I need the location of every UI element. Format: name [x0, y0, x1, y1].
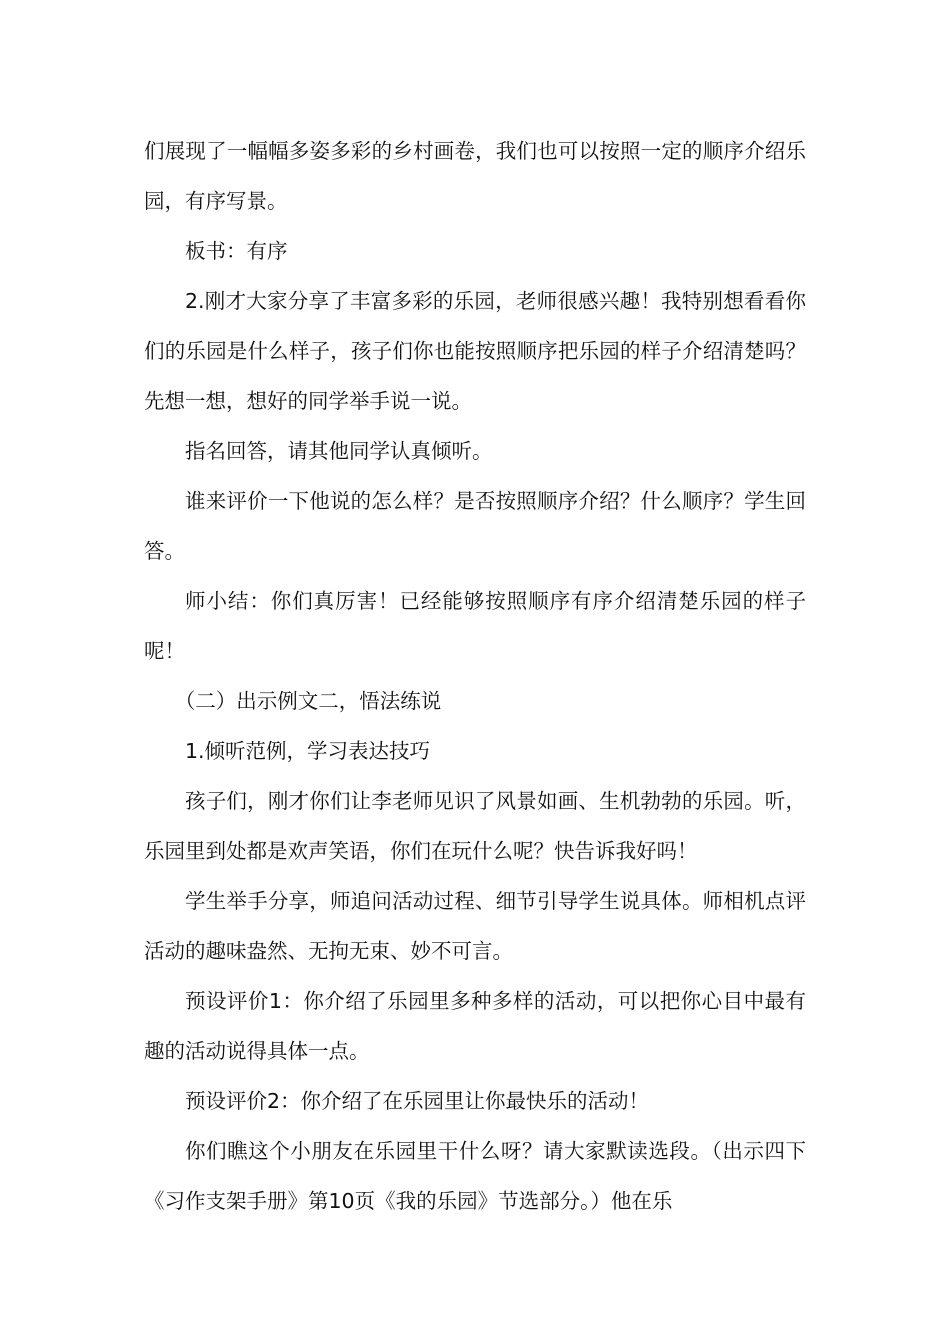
paragraph-intro: 孩子们，刚才你们让李老师见识了风景如画、生机勃勃的乐园。听，乐园里到处都是欢声笑语，你们在玩什么呢？快告诉我好吗！: [144, 789, 806, 863]
paragraph-share: 学生举手分享，师追问活动过程、细节引导学生说具体。师相机点评活动的趣味盎然、无拘无束、妙不可言。: [144, 889, 806, 963]
paragraph-answer: 指名回答，请其他同学认真倾听。: [185, 439, 493, 463]
paragraph-blackboard-note: 板书：有序: [185, 239, 288, 263]
paragraph-preset-1: 预设评价1：你介绍了乐园里多种多样的活动，可以把你心目中最有趣的活动说得具体一点。: [144, 989, 806, 1063]
document-page: [144, 126, 806, 1226]
paragraph-summary: 师小结：你们真厉害！已经能够按照顺序有序介绍清楚乐园的样子呢！: [144, 589, 806, 663]
section-heading: （二）出示例文二，悟法练说: [174, 689, 442, 713]
paragraph-preset-2: 预设评价2：你介绍了在乐园里让你最快乐的活动！: [185, 1089, 650, 1113]
paragraph-step-2: 2.刚才大家分享了丰富多彩的乐园，老师很感兴趣！我特别想看看你们的乐园是什么样子，孩子们你也能按照顺序把乐园的样子介绍清楚吗？先想一想，想好的同学举手说一说。: [144, 289, 806, 413]
subsection-heading: 1.倾听范例，学习表达技巧: [185, 739, 431, 763]
paragraph-evaluate: 谁来评价一下他说的怎么样？是否按照顺序介绍？什么顺序？学生回答。: [144, 489, 806, 563]
paragraph-continuation: 们展现了一幅幅多姿多彩的乡村画卷，我们也可以按照一定的顺序介绍乐园，有序写景。: [144, 139, 806, 213]
paragraph-reading: 你们瞧这个小朋友在乐园里干什么呀？请大家默读选段。（出示四下《习作支架手册》第10页《我的乐园》节选部分。）他在乐: [144, 1139, 806, 1213]
